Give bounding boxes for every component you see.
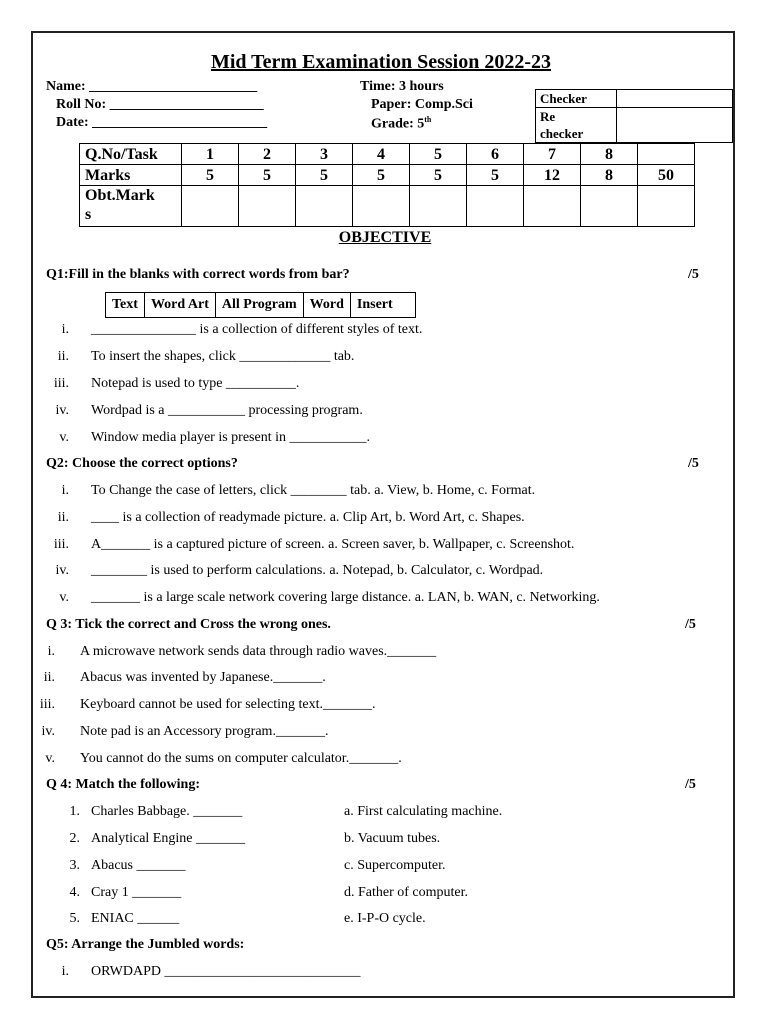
table-cell: 8 <box>581 144 638 165</box>
match-right-item: a. First calculating machine. <box>344 804 503 819</box>
match-left-item: Analytical Engine _______ <box>91 831 245 846</box>
bar-word: Insert <box>350 293 415 318</box>
match-right-item: e. I-P-O cycle. <box>344 911 426 926</box>
table-cell: 5 <box>410 165 467 186</box>
match-right-item: b. Vacuum tubes. <box>344 831 441 846</box>
obtained-marks-row <box>80 186 695 227</box>
bar-word: All Program <box>215 293 303 318</box>
roll-no-field: Roll No: ______________________ <box>56 97 264 112</box>
list-item: ____ is a collection of readymade picture. a. Clip Art, b. Word Art, c. Shapes. <box>91 510 525 525</box>
table-cell: 5 <box>353 165 410 186</box>
rechecker-label: Re checker <box>536 108 617 143</box>
list-item: A_______ is a captured picture of screen. a. Screen saver, b. Wallpaper, c. Screenshot. <box>91 537 575 552</box>
list-number: v. <box>59 430 69 445</box>
marks-table <box>79 143 695 227</box>
list-number: 1. <box>69 804 80 819</box>
bar-word: Word Art <box>144 293 215 318</box>
q5-heading: Q5: Arrange the Jumbled words: <box>46 937 245 952</box>
list-number: i. <box>61 322 69 337</box>
time-info: Time: 3 hours <box>360 79 444 94</box>
table-cell: 5 <box>239 165 296 186</box>
list-number: i. <box>61 964 69 979</box>
table-cell <box>638 144 695 165</box>
table-cell <box>467 186 524 227</box>
checker-table <box>535 89 733 143</box>
marks-row <box>80 165 695 186</box>
list-item: Keyboard cannot be used for selecting text._______. <box>80 697 376 712</box>
marks-header: Marks <box>80 165 182 186</box>
table-cell: 7 <box>524 144 581 165</box>
total-marks-cell: 50 <box>638 165 695 186</box>
bar-word: Word <box>303 293 350 318</box>
match-right-item: c. Supercomputer. <box>344 858 446 873</box>
q1-heading: Q1:Fill in the blanks with correct words from bar? <box>46 267 350 282</box>
list-number: i. <box>61 483 69 498</box>
q1-score: /5 <box>688 267 699 282</box>
match-left-item: Abacus _______ <box>91 858 186 873</box>
table-cell: 6 <box>467 144 524 165</box>
list-number: iv. <box>55 403 69 418</box>
section-title: OBJECTIVE <box>338 229 432 246</box>
list-item: Notepad is used to type __________. <box>91 376 300 391</box>
match-left-item: Cray 1 _______ <box>91 885 182 900</box>
list-item: To Change the case of letters, click ________ tab. a. View, b. Home, c. Format. <box>91 483 536 498</box>
list-item: Abacus was invented by Japanese._______. <box>80 670 326 685</box>
table-cell: 3 <box>296 144 353 165</box>
name-field: Name: ________________________ <box>46 79 258 94</box>
list-number: iv. <box>55 563 69 578</box>
rechecker-cell <box>616 108 732 143</box>
list-number: 5. <box>69 911 80 926</box>
exam-paper <box>31 31 735 998</box>
list-number: 3. <box>69 858 80 873</box>
table-cell: 5 <box>467 165 524 186</box>
table-cell <box>353 186 410 227</box>
list-number: ii. <box>43 670 55 685</box>
table-cell: 5 <box>296 165 353 186</box>
list-item: A microwave network sends data through radio waves._______ <box>80 644 437 659</box>
list-number: 2. <box>69 831 80 846</box>
q3-score: /5 <box>685 617 696 632</box>
exam-title: Mid Term Examination Session 2022-23 <box>210 51 552 73</box>
list-number: ii. <box>57 349 69 364</box>
bar-word: Text <box>106 293 145 318</box>
table-cell: 1 <box>182 144 239 165</box>
list-item: You cannot do the sums on computer calculator._______. <box>80 751 402 766</box>
table-cell <box>524 186 581 227</box>
table-cell <box>182 186 239 227</box>
q4-score: /5 <box>685 777 696 792</box>
list-number: v. <box>45 751 55 766</box>
list-number: i. <box>47 644 55 659</box>
list-item: Window media player is present in ___________. <box>91 430 370 445</box>
match-right-item: d. Father of computer. <box>344 885 469 900</box>
paper-info: Paper: Comp.Sci <box>371 97 473 112</box>
grade-info: Grade: 5th <box>371 115 432 132</box>
obtained-marks-header: Obt.Mark s <box>80 186 182 227</box>
list-item: ________ is used to perform calculations. a. Notepad, b. Calculator, c. Wordpad. <box>91 563 544 578</box>
list-number: iii. <box>53 537 69 552</box>
q3-heading: Q 3: Tick the correct and Cross the wrong ones. <box>46 617 331 632</box>
list-number: iii. <box>39 697 55 712</box>
list-item: _______ is a large scale network covering large distance. a. LAN, b. WAN, c. Networking. <box>91 590 600 605</box>
list-item: Note pad is an Accessory program._______. <box>80 724 329 739</box>
table-cell <box>638 186 695 227</box>
task-header: Q.No/Task <box>80 144 182 165</box>
q4-heading: Q 4: Match the following: <box>46 777 200 792</box>
list-number: v. <box>59 590 69 605</box>
table-cell: 5 <box>182 165 239 186</box>
match-left-item: Charles Babbage. _______ <box>91 804 243 819</box>
table-cell: 4 <box>353 144 410 165</box>
q2-score: /5 <box>688 456 699 471</box>
checker-cell <box>616 90 732 108</box>
checker-label: Checker <box>536 90 617 108</box>
list-number: iv. <box>41 724 55 739</box>
match-left-item: ENIAC ______ <box>91 911 180 926</box>
table-cell <box>410 186 467 227</box>
list-item: _______________ is a collection of different styles of text. <box>91 322 423 337</box>
table-cell: 8 <box>581 165 638 186</box>
list-number: ii. <box>57 510 69 525</box>
list-number: iii. <box>53 376 69 391</box>
table-cell: 12 <box>524 165 581 186</box>
list-number: 4. <box>69 885 80 900</box>
task-row <box>80 144 695 165</box>
word-bar <box>105 292 416 318</box>
table-cell: 2 <box>239 144 296 165</box>
table-cell <box>296 186 353 227</box>
q2-heading: Q2: Choose the correct options? <box>46 456 238 471</box>
list-item: Wordpad is a ___________ processing program. <box>91 403 363 418</box>
date-field: Date: _________________________ <box>56 115 268 130</box>
list-item: To insert the shapes, click _____________ tab. <box>91 349 355 364</box>
table-cell: 5 <box>410 144 467 165</box>
list-item: ORWDAPD ____________________________ <box>91 964 361 979</box>
table-cell <box>581 186 638 227</box>
table-cell <box>239 186 296 227</box>
